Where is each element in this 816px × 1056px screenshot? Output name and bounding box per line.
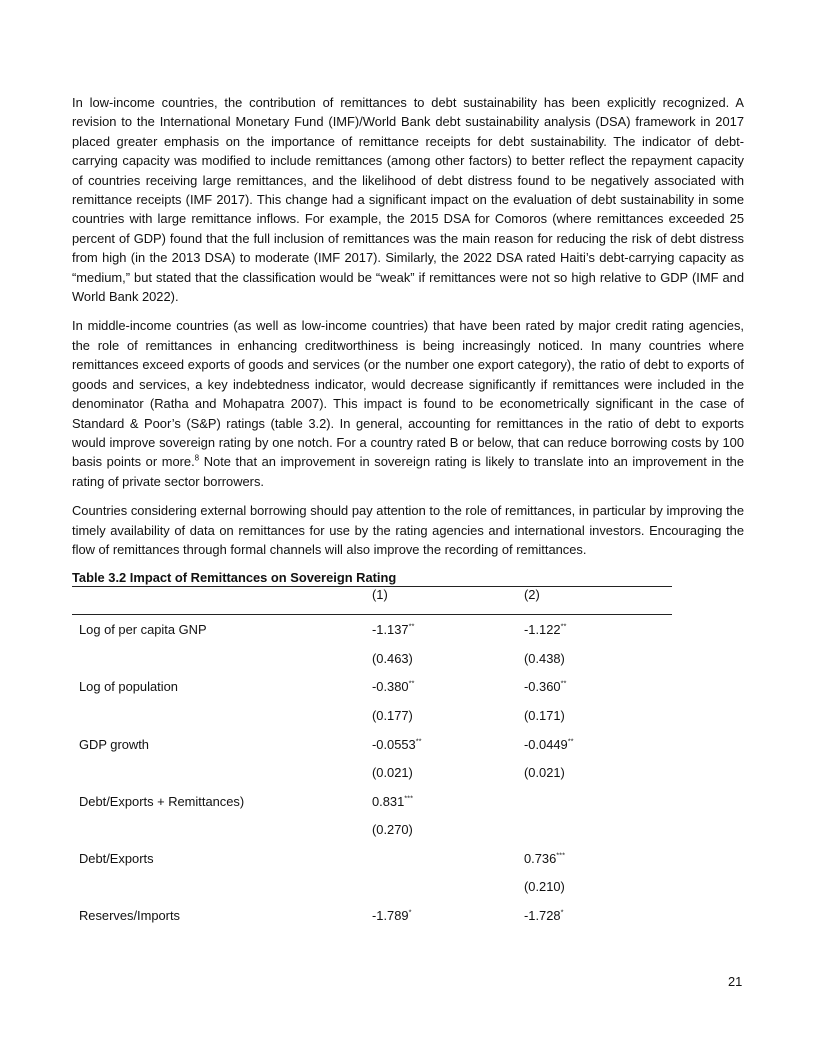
cell-variable-value: Log of per capita GNP (79, 622, 207, 638)
table-row (72, 615, 672, 644)
cell-variable (72, 758, 372, 787)
cell-column-2 (524, 844, 672, 873)
cell-column-1-value: (0.021) (372, 765, 413, 781)
cell-column-2 (524, 816, 672, 845)
cell-column-1-value: -0.0553 (372, 736, 416, 752)
table-title: Table 3.2 Impact of Remittances on Sovereign Rating (72, 570, 397, 586)
cell-variable (72, 673, 372, 702)
cell-column-1 (372, 615, 524, 644)
cell-variable-value: GDP growth (79, 736, 149, 752)
header-column-2: (2) (524, 587, 540, 603)
footnote-marker[interactable]: 8 (194, 454, 200, 464)
table-row (72, 673, 672, 702)
cell-column-1 (372, 673, 524, 702)
cell-column-2 (524, 644, 672, 673)
table-container (72, 569, 672, 930)
cell-variable (72, 787, 372, 816)
cell-column-2-value: -1.122 (524, 622, 561, 638)
cell-column-2-value: (0.171) (524, 707, 565, 723)
significance-marker: ** (560, 621, 567, 631)
table-row (72, 730, 672, 759)
cell-column-1-value: -0.380 (372, 679, 409, 695)
cell-column-1 (372, 901, 524, 930)
significance-marker: *** (404, 793, 414, 803)
cell-column-1-value: (0.270) (372, 822, 413, 838)
cell-variable-value: Reserves/Imports (79, 908, 181, 924)
significance-marker: ** (408, 621, 415, 631)
table-row (72, 816, 672, 845)
cell-column-2 (524, 701, 672, 730)
page-number: 21 (728, 974, 743, 989)
document-body (72, 93, 744, 930)
paragraph-text: In middle-income countries (as well as low-income countries) that have been rated by major credit rating agencies, the role of remittances in enhancing creditworthiness is being increasingly noticed. In many countries where remittances exceed exports of goods and services (or the number one export category), the ratio of debt to exports of goods and services, a key indebtedness indicator, would decrease significantly if remittances were included in the denominator (Ratha and Mohapatra 2007). This impact is found to be econometrically significant in the case of Standard & Poor’s (S&P) ratings (table 3.2). In general, accounting for remittances in the ratio of debt to exports would improve sovereign rating by one notch. For a country rated B or below, that can reduce borrowing costs by 100 basis points or more. (72, 318, 744, 470)
cell-column-1-value: (0.177) (372, 707, 413, 723)
significance-marker: ** (567, 736, 574, 746)
significance-marker: * (408, 907, 412, 917)
cell-column-2-value: (0.021) (524, 765, 565, 781)
significance-marker: *** (556, 850, 566, 860)
regression-table (72, 586, 672, 930)
paragraph-middle-income (72, 316, 744, 491)
table-body (72, 615, 672, 930)
table-row (72, 701, 672, 730)
cell-column-1 (372, 730, 524, 759)
cell-column-1 (372, 873, 524, 902)
cell-column-1 (372, 787, 524, 816)
cell-variable (72, 844, 372, 873)
cell-variable (72, 644, 372, 673)
cell-column-2-value: (0.438) (524, 650, 565, 666)
significance-marker: ** (560, 679, 567, 689)
significance-marker: ** (415, 736, 422, 746)
cell-variable-value: Debt/Exports + Remittances) (79, 793, 245, 809)
table-row (72, 844, 672, 873)
cell-column-2-value: -0.0449 (524, 736, 568, 752)
cell-variable (72, 816, 372, 845)
header-variable (72, 587, 372, 615)
cell-variable-value: Log of population (79, 679, 178, 695)
cell-column-2 (524, 758, 672, 787)
cell-column-2 (524, 673, 672, 702)
cell-variable (72, 701, 372, 730)
cell-column-1-value: (0.463) (372, 650, 413, 666)
paragraph-text-continued: Note that an improvement in sovereign rating is likely to translate into an improvement in the rating of private sector borrowers. (72, 454, 744, 489)
cell-column-2-value: (0.210) (524, 879, 565, 895)
cell-column-1 (372, 644, 524, 673)
cell-variable-value: Debt/Exports (79, 850, 154, 866)
cell-column-2 (524, 730, 672, 759)
cell-column-1-value: 0.831 (372, 793, 405, 809)
paragraph-text: In low-income countries, the contribution of remittances to debt sustainability has been explicitly recognized. A revision to the International Monetary Fund (IMF)/World Bank debt sustainability analysis (DSA) framework in 2017 placed greater emphasis on the importance of remittance receipts for debt sustainability. The indicator of debt-carrying capacity was modified to include remittances (among other factors) to better reflect the repayment capacity of countries receiving large remittances, and the likelihood of debt distress found to be negatively associated with remittance receipts (IMF 2017). This change had a significant impact on the evaluation of debt sustainability in some countries with large remittance inflows. For example, the 2015 DSA for Comoros (where remittances exceeded 25 percent of GDP) found that the full inclusion of remittances was the main reason for reducing the risk of debt distress from high (in the 2013 DSA) to moderate (IMF 2017). Similarly, the 2022 DSA rated Haiti’s debt-carrying capacity as “medium,” but stated that the classification would be “weak” if remittances were not so high relative to GDP (IMF and World Bank 2022). (72, 95, 744, 305)
cell-column-1 (372, 844, 524, 873)
paragraph-low-income (72, 93, 744, 306)
cell-column-2 (524, 787, 672, 816)
cell-column-1 (372, 758, 524, 787)
cell-variable (72, 615, 372, 644)
table-row (72, 758, 672, 787)
cell-column-2 (524, 873, 672, 902)
paragraph-text: Countries considering external borrowing should pay attention to the role of remittances, in particular by improving the timely availability of data on remittances for use by the rating agencies and international investors. Encouraging the flow of remittances through formal channels will also improve the recording of remittances. (72, 503, 744, 557)
cell-column-1 (372, 816, 524, 845)
table-row (72, 901, 672, 930)
table-row (72, 873, 672, 902)
table-row (72, 787, 672, 816)
cell-column-2-value: -1.728 (524, 908, 561, 924)
cell-variable (72, 873, 372, 902)
table-row (72, 644, 672, 673)
cell-column-1 (372, 701, 524, 730)
significance-marker: * (560, 907, 564, 917)
header-column-1: (1) (372, 587, 388, 603)
cell-column-2-value: -0.360 (524, 679, 561, 695)
cell-column-2 (524, 615, 672, 644)
cell-variable (72, 730, 372, 759)
cell-column-1-value: -1.789 (372, 908, 409, 924)
paragraph-external-borrowing (72, 501, 744, 559)
cell-column-2 (524, 901, 672, 930)
cell-column-1-value: -1.137 (372, 622, 409, 638)
cell-column-2-value: 0.736 (524, 850, 557, 866)
table-header-row (72, 587, 672, 615)
significance-marker: ** (408, 679, 415, 689)
cell-variable (72, 901, 372, 930)
